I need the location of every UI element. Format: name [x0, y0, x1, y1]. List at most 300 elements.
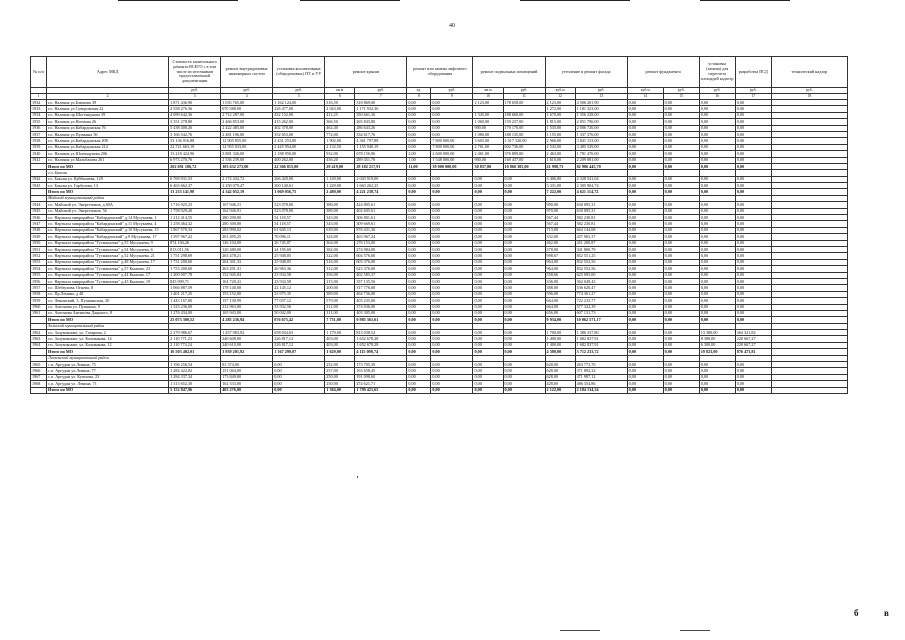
- value-cell: 2,00: [407, 151, 431, 157]
- address-cell: Итого по МО: [47, 163, 169, 169]
- value-cell: 0,00: [663, 310, 699, 316]
- address-cell: г.о. Нарткала микрорайон "Кабардинский" д.11 Мусукаева, 4: [47, 221, 169, 227]
- value-cell: 0,00: [735, 266, 771, 272]
- value-cell: 932,00: [325, 151, 355, 157]
- value-cell: 664 144,68: [575, 227, 627, 233]
- value-cell: 0,00: [503, 272, 545, 278]
- value-cell: 2 043 919,00: [355, 176, 407, 182]
- row-number: 1958: [31, 291, 47, 297]
- value-cell: 1 017 320,00: [503, 138, 545, 144]
- row-number: 1963: [31, 336, 47, 342]
- value-cell: 382,00: [325, 246, 355, 252]
- address-cell: с.п. Аргудан ул. Кушхова, 23: [47, 374, 169, 380]
- value-cell: 23 934,58: [273, 272, 325, 278]
- value-cell: 0,00: [699, 272, 735, 278]
- value-cell: 54 118,57: [273, 215, 325, 221]
- value-cell: 1 815,00: [545, 119, 575, 125]
- row-number: 1962: [31, 330, 47, 336]
- value-cell: 0,00: [407, 202, 431, 208]
- value-cell: 0,00: [627, 266, 663, 272]
- header-cell: ремонт крыши: [325, 57, 407, 88]
- value-cell: 403,00: [325, 342, 355, 348]
- value-cell: 389,00: [325, 208, 355, 214]
- address-cell: г.о. Нарткала микрорайон "Гусмашочка" д.55 Мусукаева, 9: [47, 240, 169, 246]
- value-cell: 0,00: [663, 317, 699, 323]
- value-cell: 463 967,24: [355, 234, 407, 240]
- value-cell: 523 078,00: [273, 208, 325, 214]
- value-cell: 437 965,37: [575, 234, 627, 240]
- value-cell: 0,00: [627, 272, 663, 278]
- value-cell: 4 380,00: [545, 349, 575, 355]
- value-cell: 0,00: [407, 176, 431, 182]
- value-cell: 2 431 253,00: [273, 138, 325, 144]
- value-cell: 0,00: [407, 259, 431, 265]
- value-cell: 0,00: [431, 202, 473, 208]
- value-cell: 0,00: [473, 240, 503, 246]
- value-cell: 257,00: [325, 368, 355, 374]
- value-cell: 4 621 114,72: [575, 189, 627, 195]
- value-cell: 964,00: [545, 259, 575, 265]
- value-cell: 2 445 954,00: [273, 144, 325, 150]
- row-number: 1950: [31, 240, 47, 246]
- value-cell: 25 948,05: [273, 253, 325, 259]
- value-cell: 607 131,73: [575, 310, 627, 316]
- value-cell: 202 691 186,72: [169, 163, 221, 169]
- value-cell: 0,00: [627, 368, 663, 374]
- value-cell: 81 374,00: [221, 362, 273, 368]
- value-cell: 0,00: [473, 253, 503, 259]
- value-cell: 4 361 797,88: [355, 138, 407, 144]
- value-cell: 623 376,00: [355, 266, 407, 272]
- value-cell: 5 438 400,26: [169, 125, 221, 131]
- value-cell: 1 284 337,34: [169, 374, 221, 380]
- value-cell: 220 667,27: [735, 336, 771, 342]
- value-cell: 0,00: [627, 163, 663, 169]
- header-cell: ремонт фундамента: [627, 57, 699, 88]
- value-cell: 900,00: [473, 157, 503, 163]
- value-cell: 1 400,00: [545, 336, 575, 342]
- value-cell: 0,00: [663, 374, 699, 380]
- address-cell: г.о. Нальчик ул.Ногмова 26: [47, 119, 169, 125]
- value-cell: 2 250 079,47: [221, 183, 273, 189]
- value-cell: 240 610,00: [221, 342, 273, 348]
- value-cell: 0,00: [663, 253, 699, 259]
- value-cell: 0,00: [735, 221, 771, 227]
- value-cell: 0,00: [663, 106, 699, 112]
- unit-cell: руб.: [771, 88, 847, 94]
- row-number: 1959: [31, 298, 47, 304]
- value-cell: 998,67: [545, 253, 575, 259]
- value-cell: 412,25: [325, 112, 355, 118]
- value-cell: 625 095,00: [575, 272, 627, 278]
- value-cell: 0,00: [407, 144, 431, 150]
- value-cell: 1 035 765,00: [221, 100, 273, 106]
- value-cell: 10 868 385,00: [503, 163, 545, 169]
- value-cell: 0,00: [407, 138, 431, 144]
- value-cell: 0,00: [735, 285, 771, 291]
- value-cell: 0,00: [735, 381, 771, 387]
- value-cell: 0,00: [473, 285, 503, 291]
- value-cell: 0,00: [431, 272, 473, 278]
- value-cell: 159 237,00: [503, 119, 545, 125]
- value-cell: 0,00: [503, 266, 545, 272]
- value-cell: 0,00: [431, 131, 473, 137]
- value-cell: 1 080,00: [473, 131, 503, 137]
- value-cell: 9 985 361,61: [355, 317, 407, 323]
- value-cell: 0,00: [503, 387, 545, 393]
- value-cell: 0,00: [699, 266, 735, 272]
- value-cell: 0,00: [473, 298, 503, 304]
- value-cell: 464 736,00: [355, 291, 407, 297]
- value-cell: 0,00: [735, 317, 771, 323]
- value-cell: 11,00: [407, 163, 431, 169]
- value-cell: 0,00: [663, 349, 699, 355]
- value-cell: 0,00: [473, 208, 503, 214]
- value-cell: 0,00: [699, 215, 735, 221]
- value-cell: 0,00: [663, 291, 699, 297]
- value-cell: 656,00: [545, 310, 575, 316]
- value-cell: 39 000 000,00: [431, 163, 473, 169]
- value-cell: 0,00: [473, 310, 503, 316]
- address-cell: г.о. Нальчик ул.Мальбахова 261: [47, 157, 169, 163]
- value-cell: 0,00: [663, 336, 699, 342]
- value-cell: 0,00: [735, 387, 771, 393]
- value-cell: 0,00: [699, 144, 735, 150]
- address-cell: Лескенский муниципальный район: [47, 355, 169, 361]
- value-cell: 0,00: [735, 374, 771, 380]
- value-cell: 0,00: [407, 330, 431, 336]
- value-cell: 0,00: [407, 362, 431, 368]
- value-cell: 1 149,00: [325, 176, 355, 182]
- header-cell: Адрес МКД: [47, 57, 169, 88]
- value-cell: 874 104,26: [169, 240, 221, 246]
- top-rule: [118, 0, 238, 1]
- value-cell: 402 378,00: [273, 125, 325, 131]
- value-cell: 0,00: [663, 362, 699, 368]
- value-cell: 0,00: [503, 189, 545, 195]
- value-cell: 0,00: [627, 278, 663, 284]
- unit-cell: руб.: [735, 88, 771, 94]
- value-cell: 0,00: [627, 349, 663, 355]
- value-cell: 1 731 200,60: [169, 259, 221, 265]
- value-cell: 0,00: [627, 112, 663, 118]
- value-cell: 3 406,00: [545, 176, 575, 182]
- value-cell: 2 279 986,67: [169, 330, 221, 336]
- value-cell: 567,44: [545, 221, 575, 227]
- value-cell: 29 182 217,91: [355, 163, 407, 169]
- value-cell: 376 899,00: [503, 151, 545, 157]
- value-cell: 1 188 956,00: [273, 151, 325, 157]
- value-cell: 1 066 887,59: [169, 285, 221, 291]
- value-cell: 300 140,61: [273, 183, 325, 189]
- value-cell: 0,00: [407, 310, 431, 316]
- value-cell: 628,00: [545, 362, 575, 368]
- address-cell: Майский муниципальный район: [47, 195, 169, 201]
- value-cell: 169 437,00: [503, 157, 545, 163]
- value-cell: 0,00: [503, 342, 545, 348]
- value-cell: 0,00: [699, 151, 735, 157]
- value-cell: 772,00: [325, 131, 355, 137]
- value-cell: 403 235,00: [355, 298, 407, 304]
- value-cell: 0,00: [627, 100, 663, 106]
- value-cell: 3 841 133,00: [575, 138, 627, 144]
- value-cell: 0,00: [627, 144, 663, 150]
- value-cell: 226 817,12: [273, 342, 325, 348]
- row-number: 1945: [31, 208, 47, 214]
- value-cell: 0,00: [503, 202, 545, 208]
- value-cell: 424 805,61: [355, 202, 407, 208]
- value-cell: 596,00: [545, 291, 575, 297]
- value-cell: 432 152,00: [273, 112, 325, 118]
- value-cell: 0,00: [503, 278, 545, 284]
- value-cell: 274 984,00: [355, 246, 407, 252]
- value-cell: 0,00: [407, 291, 431, 297]
- value-cell: 309 669,61: [355, 221, 407, 227]
- value-cell: 0,00: [407, 221, 431, 227]
- value-cell: 1 400,00: [545, 342, 575, 348]
- value-cell: 0,00: [473, 317, 503, 323]
- value-cell: 1 799 421,65: [355, 387, 407, 393]
- value-cell: 389,00: [325, 291, 355, 297]
- value-cell: 0,00: [431, 221, 473, 227]
- value-cell: 317 776,00: [355, 285, 407, 291]
- value-cell: 380,00: [325, 202, 355, 208]
- value-cell: 5 152 847,96: [169, 387, 221, 393]
- value-cell: 13 218 424,96: [169, 151, 221, 157]
- value-cell: 334 617,76: [355, 131, 407, 137]
- value-cell: 1 179,00: [325, 330, 355, 336]
- value-cell: 54 118,57: [273, 221, 325, 227]
- value-cell: 0,00: [699, 163, 735, 169]
- value-cell: 0,00: [407, 240, 431, 246]
- value-cell: 0,00: [503, 310, 545, 316]
- value-cell: 0,00: [407, 387, 431, 393]
- value-cell: 4 506 281,90: [575, 100, 627, 106]
- colnum-cell: 13: [575, 94, 627, 100]
- value-cell: 0,00: [407, 131, 431, 137]
- row-number: 1941: [31, 157, 47, 163]
- value-cell: 0,00: [627, 310, 663, 316]
- value-cell: 900,00: [473, 125, 503, 131]
- value-cell: 0,00: [735, 310, 771, 316]
- value-cell: 0,00: [663, 298, 699, 304]
- value-cell: 471 987,12: [575, 374, 627, 380]
- value-cell: 332,00: [545, 234, 575, 240]
- header-row: [31, 57, 848, 88]
- value-cell: 0,00: [503, 298, 545, 304]
- value-cell: 0,00: [473, 368, 503, 374]
- bottom-rule: [680, 630, 710, 631]
- value-cell: 0,00: [627, 189, 663, 195]
- value-cell: 0,00: [735, 125, 771, 131]
- value-cell: 162 333,00: [221, 381, 273, 387]
- value-cell: 0,00: [431, 215, 473, 221]
- value-cell: 1 716 925,23: [169, 202, 221, 208]
- value-cell: 0,00: [473, 189, 503, 195]
- value-cell: 2 122,00: [545, 387, 575, 393]
- header-cell: установка (замена) для пересчета площадей кадастр: [699, 57, 735, 88]
- value-cell: 250,00: [325, 381, 355, 387]
- value-cell: 366,50: [325, 119, 355, 125]
- colnum-cell: 8: [407, 94, 431, 100]
- value-cell: 0,00: [273, 368, 325, 374]
- value-cell: 0,00: [407, 266, 431, 272]
- value-cell: 0,00: [473, 336, 503, 342]
- value-cell: 0,00: [431, 381, 473, 387]
- value-cell: 628,00: [545, 368, 575, 374]
- unit-cell: кв.м: [473, 88, 503, 94]
- value-cell: 0,00: [627, 253, 663, 259]
- value-cell: 3 603,00: [473, 138, 503, 144]
- value-cell: 0,00: [663, 266, 699, 272]
- value-cell: 2 422 485,00: [221, 125, 273, 131]
- value-cell: 774 361,27: [575, 291, 627, 297]
- value-cell: 280 290,00: [221, 215, 273, 221]
- unit-cell: ед.: [407, 88, 431, 94]
- colnum-cell: 11: [503, 94, 545, 100]
- unit-cell: кв.м: [325, 88, 355, 94]
- value-cell: 6 973 270,76: [169, 157, 221, 163]
- value-cell: 0,00: [473, 234, 503, 240]
- value-cell: 577 322,39: [575, 304, 627, 310]
- address-cell: г.о. Нальчик ул.Пушкина 56: [47, 131, 169, 137]
- value-cell: 0,00: [431, 336, 473, 342]
- value-cell: 0,00: [663, 157, 699, 163]
- value-cell: 462,40: [325, 125, 355, 131]
- value-cell: 22 721 663,19: [169, 144, 221, 150]
- row-number: 1938: [31, 138, 47, 144]
- value-cell: 0,00: [431, 266, 473, 272]
- value-cell: 240 608,00: [221, 336, 273, 342]
- value-cell: 0,00: [473, 362, 503, 368]
- address-cell: г.п. Залукокоаже, ул. Гагарина, 2: [47, 330, 169, 336]
- value-cell: 1 167 299,07: [273, 349, 325, 355]
- value-cell: 371 892,32: [575, 368, 627, 374]
- value-cell: 0,00: [663, 330, 699, 336]
- unit-cell: руб.: [355, 88, 407, 94]
- value-cell: 1 610,00: [545, 157, 575, 163]
- value-cell: 876 473,81: [735, 349, 771, 355]
- address-cell: г.о. Шебзухова, Огнева, 8: [47, 285, 169, 291]
- value-cell: 2 461,00: [473, 151, 503, 157]
- colnum-cell: 10: [473, 94, 503, 100]
- value-cell: 0,00: [431, 362, 473, 368]
- value-cell: 0,00: [407, 342, 431, 348]
- value-cell: 1 060,00: [473, 119, 503, 125]
- unit-cell: руб.: [575, 88, 627, 94]
- value-cell: 7 731,00: [325, 317, 355, 323]
- value-cell: 0,00: [699, 285, 735, 291]
- value-cell: 173 705,39: [355, 362, 407, 368]
- value-cell: 1 682 837,91: [575, 342, 627, 348]
- value-cell: 23 934,58: [273, 278, 325, 284]
- value-cell: 0,00: [735, 215, 771, 221]
- value-cell: 226 477,00: [273, 106, 325, 112]
- value-cell: 0,00: [627, 202, 663, 208]
- value-cell: 0,00: [431, 246, 473, 252]
- value-cell: 276 153,00: [355, 240, 407, 246]
- value-cell: 0,00: [431, 342, 473, 348]
- value-cell: 0,00: [663, 119, 699, 125]
- colnum-cell: 3: [169, 94, 221, 100]
- value-cell: 0,00: [431, 278, 473, 284]
- value-cell: 0,00: [699, 374, 735, 380]
- row-number: 1952: [31, 253, 47, 259]
- value-cell: 0,00: [503, 176, 545, 182]
- value-cell: 0,00: [699, 259, 735, 265]
- value-cell: 1 401 217,25: [169, 291, 221, 297]
- value-cell: 0,00: [273, 374, 325, 380]
- value-cell: 2 480,00: [325, 189, 355, 195]
- value-cell: 0,00: [431, 100, 473, 106]
- address-cell: г.о. Нарткала микрорайон "Кабардинский" д.14 Мусукаева, 1: [47, 215, 169, 221]
- value-cell: 0,00: [627, 317, 663, 323]
- header-cell: технический надзор: [771, 57, 847, 88]
- value-cell: 280 300,00: [221, 221, 273, 227]
- value-cell: 0,00: [503, 240, 545, 246]
- value-cell: 3 881 326,00: [221, 151, 273, 157]
- value-cell: 264 301,33: [221, 259, 273, 265]
- value-cell: 26 745,87: [273, 240, 325, 246]
- value-cell: 0,00: [699, 221, 735, 227]
- value-cell: 1 155,00: [545, 131, 575, 137]
- value-cell: 82 986 445,70: [575, 163, 627, 169]
- value-cell: 664,00: [545, 304, 575, 310]
- value-cell: 1,00: [407, 157, 431, 163]
- value-cell: 2 305 904,74: [575, 183, 627, 189]
- value-cell: 0,00: [699, 246, 735, 252]
- value-cell: 263 773,70: [575, 362, 627, 368]
- row-number: [31, 387, 47, 393]
- address-cell: г.о. Ленинский, 3, Пушкинская, 20: [47, 298, 169, 304]
- value-cell: 2 966,00: [545, 138, 575, 144]
- value-cell: 3 331,00: [545, 183, 575, 189]
- address-cell: г.о. Антонова ул. Пушкина, 9: [47, 304, 169, 310]
- value-cell: 0,00: [699, 381, 735, 387]
- value-cell: 6 300,00: [699, 342, 735, 348]
- value-cell: 0,00: [407, 278, 431, 284]
- value-cell: 0,00: [735, 227, 771, 233]
- value-cell: 0,00: [663, 381, 699, 387]
- value-cell: 1 397 967,22: [169, 234, 221, 240]
- value-cell: 0,00: [735, 144, 771, 150]
- colnum-cell: 17: [735, 94, 771, 100]
- value-cell: 374 036,00: [355, 304, 407, 310]
- value-cell: 0,00: [407, 208, 431, 214]
- value-cell: 0,00: [735, 138, 771, 144]
- value-cell: 0,00: [431, 183, 473, 189]
- value-cell: 0,00: [407, 272, 431, 278]
- value-cell: 324,00: [325, 234, 355, 240]
- address-cell: г.о. Баксан ул. Куйбышева, 129: [47, 176, 169, 182]
- value-cell: 0,00: [473, 215, 503, 221]
- value-cell: 0,00: [407, 189, 431, 195]
- value-cell: 22 145,12: [273, 285, 325, 291]
- value-cell: 2 123,00: [473, 100, 503, 106]
- unit-cell: руб.: [503, 88, 545, 94]
- value-cell: 462,00: [545, 240, 575, 246]
- value-cell: 0,00: [735, 112, 771, 118]
- value-cell: 1 663 262,25: [355, 183, 407, 189]
- value-cell: 428,00: [545, 381, 575, 387]
- value-cell: 311,00: [325, 310, 355, 316]
- value-cell: 0,00: [407, 336, 431, 342]
- value-cell: 876 431,36: [355, 227, 407, 233]
- value-cell: 1 758 929,20: [169, 208, 221, 214]
- value-cell: 29 419,00: [325, 163, 355, 169]
- value-cell: 0,00: [503, 227, 545, 233]
- value-cell: 0,00: [473, 266, 503, 272]
